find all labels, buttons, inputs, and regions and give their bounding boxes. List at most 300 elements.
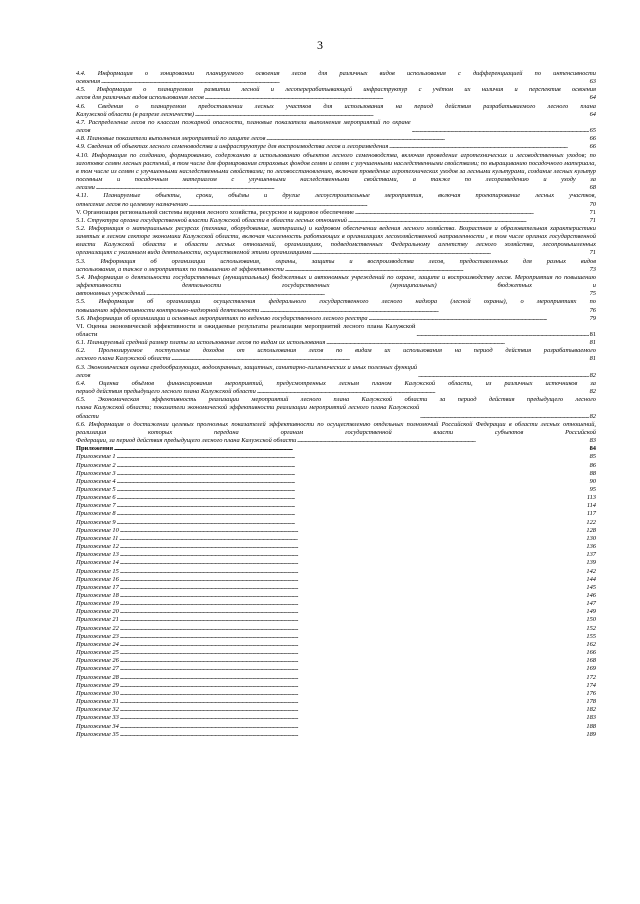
toc-line [76, 657, 596, 665]
toc-entry-text: 4.11. Планируемые объекты, сроки, объёмы и другие лесоустроительные мероприятия, включая проектирование лесных участков, [76, 192, 596, 200]
appendix-entry[interactable] [76, 543, 596, 551]
dot-leader [120, 674, 586, 682]
dot-leader [120, 559, 586, 567]
toc-line [76, 94, 596, 102]
dot-leader [120, 649, 586, 657]
toc-entry-title: Приложение 14 [76, 559, 119, 567]
toc-line [76, 290, 596, 298]
appendix-entry[interactable] [76, 478, 596, 486]
toc-entry-text: 5.3. Информация об организации использования, охраны, защиты и воспроизводства лесов, предоставленных для разных видов [76, 257, 596, 265]
toc-line [76, 307, 596, 315]
toc-page-number: 155 [586, 632, 596, 640]
toc-page-number: 136 [586, 543, 596, 551]
toc-page-number: 82 [589, 388, 596, 396]
toc-entry[interactable] [76, 421, 596, 445]
toc-page-number: 130 [586, 534, 596, 542]
toc-entry-title: Федерации, за период действия предыдущего лесного плана Калужской области [76, 437, 297, 445]
toc-line [76, 494, 596, 502]
toc-entry-title: Приложение 31 [76, 698, 119, 706]
toc-entry-title: организациях с указанием вида деятельности, осуществляемой этими организациями [76, 249, 312, 257]
toc-page-number: 64 [589, 94, 596, 102]
toc-entry-title: Приложение 22 [76, 624, 119, 632]
toc-page-number: 128 [586, 526, 596, 534]
toc-line [76, 674, 596, 682]
toc-page-number: 162 [586, 640, 596, 648]
toc-line [76, 364, 596, 380]
appendix-entry[interactable] [76, 462, 596, 470]
appendix-entry[interactable] [76, 731, 596, 739]
toc-page-number: 70 [589, 200, 596, 208]
toc-page-number: 189 [586, 730, 596, 738]
toc-entry[interactable] [76, 103, 596, 119]
dot-leader [120, 551, 586, 559]
toc-page-number: 90 [589, 477, 596, 485]
toc-entry-title: Приложение 21 [76, 616, 119, 624]
toc-entry-title: Приложение 28 [76, 673, 119, 681]
toc-line [76, 502, 596, 510]
dot-leader [120, 690, 586, 698]
dot-leader [416, 331, 588, 339]
toc-entry-text: 5.2. Информация о материальных ресурсах (техника, оборудование, материалы) и кадровом обеспечении ведения лесного хозяйства. Возрастная и образовательная характеристики занятых в лесном секторе экономики Калужской области, включая численность работающих в организациях лесохозяйственной направленности , в том числе органах государственной власти Калужской области в области лесных отношений, организациях, подведомственных Федеральному агентству лесного хозяйства, лесопромышленных [76, 224, 596, 249]
toc-line [76, 665, 596, 673]
toc-entry[interactable] [76, 135, 596, 143]
toc-line [76, 714, 596, 722]
toc-line [76, 633, 596, 641]
dot-leader [257, 388, 589, 396]
dot-leader [120, 706, 586, 714]
toc-entry[interactable] [76, 323, 596, 339]
toc-entry-text: 6.2. Прогнозируемое поступление доходов от использования лесов по видам их использования на период действия разрабатываемого [76, 347, 596, 355]
toc-line [76, 723, 596, 731]
appendix-entry[interactable] [76, 592, 596, 600]
toc-line [76, 625, 596, 633]
appendix-entry[interactable] [76, 576, 596, 584]
toc-entry-title: 4.8. Плановые показатели выполнения мероприятий по защите лесов [76, 135, 266, 143]
toc-entry-title: Приложение 23 [76, 632, 119, 640]
toc-entry-title: 5.1. Структура органа государственной власти Калужской области в области лесных отношений [76, 216, 347, 224]
toc-page-number: 122 [586, 518, 596, 526]
dot-leader [326, 339, 588, 347]
toc-entry[interactable] [76, 217, 596, 225]
toc-entry-title: Приложение 19 [76, 600, 119, 608]
toc-entry-title: 4.9. Сведения об объектах лесного семеноводства и инфраструктуре для воспроизводства лесов и лесоразведения [76, 143, 389, 151]
toc-line [76, 649, 596, 657]
appendix-entry[interactable] [76, 665, 596, 673]
toc-entry-title: Приложение 6 [76, 494, 116, 502]
toc-line [76, 355, 596, 363]
appendix-entry[interactable] [76, 674, 596, 682]
toc-page-number: 172 [586, 673, 596, 681]
toc-line [76, 527, 596, 535]
toc-entry[interactable] [76, 119, 596, 135]
toc-entry[interactable] [76, 258, 596, 274]
toc-entry-title: освоения [76, 78, 101, 86]
toc-page-number: 149 [586, 608, 596, 616]
toc-line [76, 315, 596, 323]
toc-page-number: 64 [589, 110, 596, 118]
toc-page-number: 88 [589, 469, 596, 477]
dot-leader [297, 437, 588, 445]
dot-leader [418, 372, 588, 380]
toc-line [76, 559, 596, 567]
appendix-entry[interactable] [76, 519, 596, 527]
toc-entry-text: 4.5. Информация о планируемом развитии лесной и лесоперерабатывающей инфраструктур с учётом их наличия и перспектив освоения [76, 86, 596, 94]
appendix-entry[interactable] [76, 649, 596, 657]
dot-leader [117, 478, 589, 486]
dot-leader [120, 657, 586, 665]
toc-entry-title: лесов для различных видов использования лесов [76, 94, 204, 102]
toc-entry-title: V. Организация региональной системы ведения лесного хозяйства, ресурсное и кадровое обеспечение [76, 208, 355, 216]
dot-leader [114, 445, 589, 453]
toc-entry[interactable] [76, 445, 596, 453]
dot-leader [120, 543, 586, 551]
toc-page-number: 146 [586, 592, 596, 599]
appendix-entry[interactable] [76, 502, 596, 510]
dot-leader [260, 307, 588, 315]
toc-line [76, 201, 596, 209]
table-of-contents [76, 70, 596, 739]
toc-line [76, 616, 596, 624]
toc-line [76, 453, 596, 461]
dot-leader [146, 290, 588, 298]
toc-line [76, 78, 596, 86]
toc-line [76, 519, 596, 527]
toc-entry-title: Приложение 7 [76, 502, 116, 510]
toc-entry-title: автономных учреждений [76, 290, 146, 298]
dot-leader [120, 568, 586, 576]
dot-leader [189, 201, 589, 209]
toc-line [76, 217, 596, 225]
toc-entry-title: Приложение 25 [76, 649, 119, 657]
toc-line [76, 478, 596, 486]
toc-entry[interactable] [76, 364, 596, 380]
toc-line [76, 592, 596, 600]
toc-entry-title: Приложение 9 [76, 518, 116, 526]
toc-line [76, 404, 596, 420]
appendix-entry[interactable] [76, 559, 596, 567]
dot-leader [120, 723, 586, 731]
toc-entry-title: Приложение 20 [76, 608, 119, 616]
toc-entry[interactable] [76, 209, 596, 217]
toc-entry-title: Приложение 5 [76, 485, 116, 493]
toc-entry[interactable] [76, 152, 596, 193]
toc-entry[interactable] [76, 380, 596, 396]
appendix-entry[interactable] [76, 633, 596, 641]
toc-entry-title: Приложение 26 [76, 657, 119, 665]
dot-leader [117, 462, 589, 470]
page-number: 3 [317, 38, 323, 52]
toc-entry[interactable] [76, 86, 596, 102]
appendix-entry[interactable] [76, 698, 596, 706]
toc-page-number: 76 [589, 306, 596, 314]
toc-entry-title: повышению эффективности контрольно-надзорной деятельности [76, 306, 260, 314]
dot-leader [101, 78, 589, 86]
toc-entry-title: Приложение 30 [76, 689, 119, 697]
toc-page-number: 71 [589, 216, 596, 224]
toc-entry-title: Приложение 17 [76, 583, 119, 591]
dot-leader [117, 453, 589, 461]
toc-entry[interactable] [76, 225, 596, 258]
toc-page-number: 66 [589, 135, 596, 143]
toc-entry-title: лесного плана Калужской области [76, 355, 171, 363]
toc-line [76, 600, 596, 608]
dot-leader [120, 625, 586, 633]
toc-line [76, 682, 596, 690]
dot-leader [117, 510, 586, 518]
toc-entry-title: Приложение 3 [76, 469, 116, 477]
toc-entry-title: Приложение 15 [76, 567, 119, 575]
toc-page-number: 150 [586, 616, 596, 624]
toc-entry-title: Приложение 2 [76, 461, 116, 469]
toc-line [76, 119, 596, 135]
appendix-entry[interactable] [76, 600, 596, 608]
toc-entry-title: Приложение 18 [76, 592, 119, 599]
toc-entry-title: 6.3. Экономическая оценка средообразующих, водоохранных, защитных, санитарно-гигиенических и иных полезных функций лесов [76, 363, 418, 379]
dot-leader [266, 135, 588, 143]
toc-page-number: 79 [589, 314, 596, 322]
dot-leader [195, 111, 589, 119]
toc-page-number: 82 [589, 412, 596, 420]
toc-line [76, 690, 596, 698]
dot-leader [117, 486, 589, 494]
appendix-entry[interactable] [76, 706, 596, 714]
toc-line [76, 470, 596, 478]
toc-entry-title: Приложение 1 [76, 453, 116, 461]
toc-page-number: 117 [586, 510, 596, 518]
toc-entry[interactable] [76, 347, 596, 363]
toc-entry-title: Приложение 27 [76, 665, 119, 673]
dot-leader [120, 592, 586, 600]
toc-entry[interactable] [76, 339, 596, 347]
toc-entry-title: Приложение 32 [76, 706, 119, 714]
appendix-entry[interactable] [76, 494, 596, 502]
toc-entry[interactable] [76, 192, 596, 208]
toc-page-number: 178 [586, 698, 596, 706]
toc-entry-title: Приложение 35 [76, 730, 119, 738]
dot-leader [355, 209, 589, 217]
toc-entry-title: 4.7. Распределение лесов по классам пожарной опасности, плановые показатели выполнения мероприятий по охране лесов [76, 118, 411, 135]
toc-page-number: 114 [586, 502, 596, 510]
dot-leader [205, 94, 589, 102]
appendix-entry[interactable] [76, 608, 596, 616]
toc-entry-title: VI. Оценка экономической эффективности и ожидаемые результаты реализации мероприятий лесного плана Калужской области [76, 322, 416, 338]
toc-entry-text: 6.4. Оценка объёмов финансирования мероприятий, предусмотренных лесным планом Калужской области, из различных источников за [76, 379, 596, 387]
toc-page-number: 66 [589, 143, 596, 151]
dot-leader [119, 535, 585, 543]
toc-entry[interactable] [76, 143, 596, 151]
appendix-entry[interactable] [76, 641, 596, 649]
appendix-entry[interactable] [76, 690, 596, 698]
toc-page-number: 84 [589, 445, 596, 453]
appendix-entry[interactable] [76, 535, 596, 543]
dot-leader [117, 519, 586, 527]
toc-line [76, 339, 596, 347]
toc-page-number: 83 [589, 437, 596, 445]
dot-leader [120, 633, 586, 641]
toc-entry-title: лесами [76, 184, 95, 192]
toc-page-number: 144 [586, 575, 596, 583]
toc-page-number: 73 [589, 265, 596, 273]
toc-line [76, 706, 596, 714]
toc-line [76, 486, 596, 494]
toc-line [76, 388, 596, 396]
dot-leader [120, 641, 586, 649]
toc-page-number: 166 [586, 649, 596, 657]
toc-page-number: 142 [586, 567, 596, 575]
toc-entry-title: Приложение 34 [76, 722, 119, 730]
toc-entry-text: 6.6. Информация о достижении целевых прогнозных показателей эффективности по осуществлению отдельных полномочий Российской Федерации в области лесных отношений, реализация которых передана органам государственной власти субъектов Российской [76, 420, 596, 436]
toc-entry-title: 6.1. Планируемый средний размер платы за использование лесов по видам их использования [76, 339, 326, 347]
appendix-entry[interactable] [76, 723, 596, 731]
toc-page-number: 82 [589, 371, 596, 379]
dot-leader [117, 494, 586, 502]
toc-page-number: 169 [586, 665, 596, 673]
dot-leader [120, 682, 586, 690]
toc-page-number: 81 [589, 331, 596, 338]
toc-entry-title: Приложение 16 [76, 575, 119, 583]
toc-line [76, 209, 596, 217]
toc-page-number: 86 [589, 461, 596, 469]
dot-leader [117, 502, 586, 510]
dot-leader [171, 355, 588, 363]
toc-entry-title: отнесение лесов по целевому назначению [76, 200, 188, 208]
toc-line [76, 437, 596, 445]
toc-entry-text: 5.5. Информация об организации осуществления федерального государственного лесного надзора (лесной охраны), о мероприятиях по [76, 298, 596, 306]
dot-leader [348, 217, 589, 225]
toc-entry-text: 6.5. Экономическая эффективность реализации мероприятий лесного плана Калужской области за период действия предыдущего лесного [76, 396, 596, 404]
toc-line [76, 731, 596, 739]
toc-line [76, 266, 596, 274]
appendix-entry[interactable] [76, 682, 596, 690]
toc-entry-title: Приложение 29 [76, 681, 119, 689]
toc-page-number: 152 [586, 624, 596, 632]
toc-page-number: 183 [586, 714, 596, 722]
toc-line [76, 111, 596, 119]
dot-leader [120, 600, 586, 608]
toc-entry[interactable] [76, 315, 596, 323]
toc-entry-title: Приложение 4 [76, 477, 116, 485]
toc-entry-title: использования, а также о мероприятиях по повышению её эффективности [76, 265, 284, 273]
toc-page-number: 75 [589, 290, 596, 298]
toc-page-number: 174 [586, 681, 596, 689]
toc-page-number: 85 [589, 453, 596, 461]
toc-entry-title: Приложения [76, 445, 114, 453]
appendix-entry[interactable] [76, 470, 596, 478]
dot-leader [120, 527, 586, 535]
dot-leader [120, 616, 586, 624]
dot-leader [120, 698, 586, 706]
toc-line [76, 576, 596, 584]
toc-entry[interactable] [76, 70, 596, 86]
toc-entry-title: Приложение 11 [76, 534, 119, 542]
toc-line [76, 462, 596, 470]
toc-line [76, 143, 596, 151]
toc-line [76, 551, 596, 559]
toc-line [76, 510, 596, 518]
toc-page-number: 95 [589, 485, 596, 493]
dot-leader [369, 315, 589, 323]
toc-line [76, 535, 596, 543]
dot-leader [96, 184, 589, 192]
toc-page-number: 182 [586, 706, 596, 714]
toc-line [76, 543, 596, 551]
toc-entry[interactable] [76, 396, 596, 420]
toc-page-number: 113 [586, 494, 596, 502]
toc-entry[interactable] [76, 298, 596, 314]
appendix-entry[interactable] [76, 657, 596, 665]
dot-leader [285, 266, 589, 274]
toc-page-number: 65 [589, 127, 596, 135]
toc-page-number: 168 [586, 657, 596, 665]
toc-page-number: 63 [589, 78, 596, 86]
appendix-entry[interactable] [76, 486, 596, 494]
dot-leader [389, 143, 588, 151]
toc-page-number: 139 [586, 559, 596, 567]
appendix-entry[interactable] [76, 551, 596, 559]
toc-line [76, 608, 596, 616]
toc-line [76, 249, 596, 257]
appendix-entry[interactable] [76, 714, 596, 722]
toc-entry-title: Приложение 8 [76, 510, 116, 518]
toc-entry-title: Приложение 24 [76, 640, 119, 648]
toc-line [76, 184, 596, 192]
toc-line [76, 568, 596, 576]
toc-line [76, 698, 596, 706]
toc-entry-title: Приложение 12 [76, 543, 119, 551]
appendix-entry[interactable] [76, 625, 596, 633]
dot-leader [117, 470, 589, 478]
appendix-entry[interactable] [76, 527, 596, 535]
toc-entry[interactable] [76, 274, 596, 298]
toc-page-number: 176 [586, 689, 596, 697]
toc-entry-title: 5.6. Информация об организации и основных мероприятиях по ведению государственного лесного реестра [76, 314, 368, 322]
toc-entry-text: 5.4. Информация о деятельности государственных (муниципальных) бюджетных и автономных учреждений по охране, защите и воспроизводству лесов. Мероприятия по повышению эффективности деятельности государственных (муниципальных) бюджетных и [76, 273, 596, 290]
appendix-entry[interactable] [76, 453, 596, 461]
appendix-entry[interactable] [76, 584, 596, 592]
dot-leader [412, 127, 589, 135]
toc-entry-text: 4.6. Сведения о планируемом предоставлении лесных участков для использования на период действия разрабатываемого лесного плана [76, 102, 596, 110]
toc-line [76, 445, 596, 453]
dot-leader [120, 665, 586, 673]
dot-leader [120, 731, 586, 739]
toc-page-number: 71 [589, 249, 596, 257]
appendix-entry[interactable] [76, 568, 596, 576]
dot-leader [420, 413, 588, 421]
toc-line [76, 135, 596, 143]
toc-page-number: 147 [586, 600, 596, 608]
toc-entry-title: период действия предыдущего лесного плана Калужской области [76, 388, 256, 396]
toc-line [76, 323, 596, 339]
toc-entry-text: 4.4. Информация о зонировании планируемого освоения лесов для различных видов использования с дифференциацией по интенсивности [76, 70, 596, 77]
dot-leader [120, 576, 586, 584]
toc-page-number: 71 [589, 208, 596, 216]
appendix-entry[interactable] [76, 616, 596, 624]
dot-leader [120, 714, 586, 722]
toc-entry-title: Приложение 10 [76, 526, 119, 534]
toc-entry-text: 4.10. Информация по созданию, формированию, содержанию и использованию объектов лесного семеноводства, включая проведение агротехнических и лесоводственных уходов; по заготовке семян лесных растений, в том числе для формирования страховых фондов семян и семян с улучшенными наследственными свойствами; по выращиванию посадочного материала, в том числе из семян с улучшенными наследственными свойствами; по лесовосстановлению, включая проведение агротехнических уходов за лесными культурами, создание лесных культур посевным и посадочным материалом с улучшенными наследственными свойствами, а также по лесоразведению и уходу за [76, 151, 596, 184]
toc-page-number: 188 [586, 722, 596, 730]
toc-page-number: 81 [589, 339, 596, 347]
toc-entry-title: Приложение 13 [76, 551, 119, 559]
dot-leader [120, 608, 586, 616]
toc-entry-title: Приложение 33 [76, 714, 119, 722]
appendix-entry[interactable] [76, 510, 596, 518]
toc-page-number: 145 [586, 583, 596, 591]
toc-line [76, 641, 596, 649]
dot-leader [120, 584, 586, 592]
toc-page-number: 81 [589, 355, 596, 363]
toc-page-number: 68 [589, 184, 596, 192]
